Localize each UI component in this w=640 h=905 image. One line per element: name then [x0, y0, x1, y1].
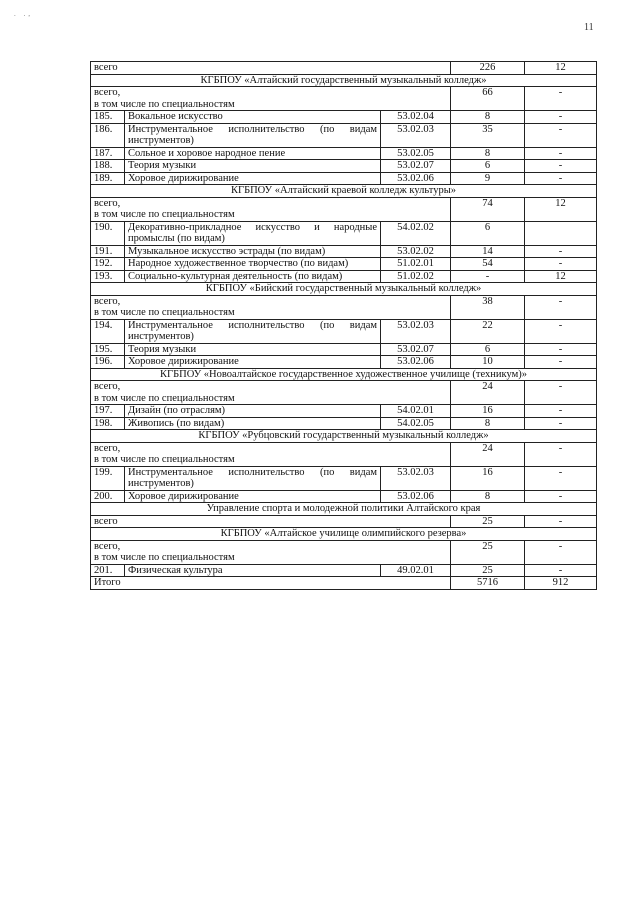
table-row [91, 245, 597, 258]
subtotal-label-line1: всего, [94, 442, 121, 454]
subtotal-row [91, 295, 597, 319]
value-2: - [525, 343, 597, 356]
specialty-name: Инструментальное исполнительство (по видам инструментов) [125, 123, 381, 147]
specialty-code: 51.02.01 [381, 258, 451, 271]
subtotal-label [91, 197, 451, 221]
total-row [91, 577, 597, 590]
subtotal-value-2: - [525, 540, 597, 564]
subtotal-value-1: 25 [451, 540, 525, 564]
value-2: - [525, 160, 597, 173]
subtotal-value-2: - [525, 381, 597, 405]
table-row [91, 111, 597, 124]
row-number: 185. [91, 111, 125, 124]
table-row [91, 343, 597, 356]
subtotal-row [91, 442, 597, 466]
subtotal-value-2: - [525, 295, 597, 319]
subtotal-value-2: 12 [525, 197, 597, 221]
row-number: 189. [91, 172, 125, 185]
subtotal-label-line1: всего, [94, 87, 121, 98]
organization-name: КГБПОУ «Рубцовский государственный музыкальный колледж» [91, 430, 597, 443]
organization-header-row [91, 185, 597, 198]
value-1: 14 [451, 245, 525, 258]
organization-name: КГБПОУ «Новоалтайское государственное художественное училище (техникум)» [91, 368, 597, 381]
value-1: 25 [451, 564, 525, 577]
row-number: 198. [91, 417, 125, 430]
row-number: 188. [91, 160, 125, 173]
table-body [91, 62, 597, 590]
row-number: 192. [91, 258, 125, 271]
organization-name: КГБПОУ «Бийский государственный музыкальный колледж» [91, 283, 597, 296]
table-row [91, 490, 597, 503]
organization-header-row [91, 430, 597, 443]
specialty-name: Народное художественное творчество (по видам) [125, 258, 381, 271]
organization-header-row [91, 283, 597, 296]
row-number: 187. [91, 147, 125, 160]
value-1: 9 [451, 172, 525, 185]
subtotal-label-line2: в том числе по специальностям [94, 209, 235, 220]
organization-header-row [91, 368, 597, 381]
row-number: 200. [91, 490, 125, 503]
total-value-2: 12 [525, 62, 597, 75]
specialty-code: 53.02.03 [381, 123, 451, 147]
specialty-code: 53.02.02 [381, 245, 451, 258]
value-1: 16 [451, 466, 525, 490]
table-row [91, 160, 597, 173]
value-2: - [525, 245, 597, 258]
value-1: 22 [451, 319, 525, 343]
specialty-name: Хоровое дирижирование [125, 490, 381, 503]
specialty-code: 53.02.03 [381, 319, 451, 343]
total-value-2: 912 [525, 577, 597, 590]
table-row [91, 356, 597, 369]
subtotal-label [91, 540, 451, 564]
specialty-name: Живопись (по видам) [125, 417, 381, 430]
organization-header-row [91, 74, 597, 87]
table-row [91, 270, 597, 283]
specialty-name: Физическая культура [125, 564, 381, 577]
value-2: - [525, 490, 597, 503]
value-1: 8 [451, 111, 525, 124]
subtotal-row [91, 197, 597, 221]
value-2: 12 [525, 270, 597, 283]
value-2: - [525, 123, 597, 147]
value-2: - [525, 258, 597, 271]
table-row [91, 258, 597, 271]
table-row [91, 417, 597, 430]
row-number: 201. [91, 564, 125, 577]
specialty-code: 53.02.06 [381, 490, 451, 503]
value-2: - [525, 319, 597, 343]
value-2: - [525, 564, 597, 577]
value-2: - [525, 172, 597, 185]
row-number: 196. [91, 356, 125, 369]
row-number: 195. [91, 343, 125, 356]
table-row [91, 172, 597, 185]
total-row [91, 62, 597, 75]
specialty-name: Декоративно-прикладное искусство и народные промыслы (по видам) [125, 221, 381, 245]
subtotal-row [91, 87, 597, 111]
specialty-code: 54.02.05 [381, 417, 451, 430]
specialty-code: 49.02.01 [381, 564, 451, 577]
organization-name: КГБПОУ «Алтайский государственный музыкальный колледж» [91, 74, 597, 87]
specialty-name: Хоровое дирижирование [125, 356, 381, 369]
organization-name: КГБПОУ «Алтайский краевой колледж культуры» [91, 185, 597, 198]
value-1: 35 [451, 123, 525, 147]
row-number: 193. [91, 270, 125, 283]
specialty-code: 53.02.07 [381, 160, 451, 173]
organization-name: Управление спорта и молодежной политики Алтайского края [91, 503, 597, 516]
subtotal-label-line2: в том числе по специальностям [94, 454, 235, 465]
specialty-code: 53.02.06 [381, 356, 451, 369]
specialty-name: Музыкальное искусство эстрады (по видам) [125, 245, 381, 258]
organization-header-row [91, 528, 597, 541]
table-row [91, 123, 597, 147]
specialty-name: Вокальное искусство [125, 111, 381, 124]
table-row [91, 405, 597, 418]
value-2: - [525, 356, 597, 369]
specialty-name: Социально-культурная деятельность (по видам) [125, 270, 381, 283]
table-row [91, 319, 597, 343]
total-row [91, 515, 597, 528]
subtotal-value-1: 74 [451, 197, 525, 221]
subtotal-label [91, 87, 451, 111]
total-value-1: 25 [451, 515, 525, 528]
admission-table [90, 61, 597, 590]
value-2: - [525, 111, 597, 124]
corner-marks: . ., [14, 10, 33, 18]
subtotal-value-1: 24 [451, 442, 525, 466]
row-number: 199. [91, 466, 125, 490]
subtotal-label [91, 442, 451, 466]
total-value-1: 226 [451, 62, 525, 75]
total-label: всего [91, 515, 451, 528]
subtotal-label-line2: в том числе по специальностям [94, 98, 235, 110]
value-1: 8 [451, 490, 525, 503]
table-row [91, 221, 597, 245]
subtotal-value-2: - [525, 442, 597, 466]
table-row [91, 147, 597, 160]
value-1: 6 [451, 160, 525, 173]
value-2: - [525, 417, 597, 430]
organization-name: КГБПОУ «Алтайское училище олимпийского резерва» [91, 528, 597, 541]
table-row [91, 466, 597, 490]
subtotal-row [91, 540, 597, 564]
subtotal-label-line1: всего, [94, 197, 121, 209]
table-row [91, 564, 597, 577]
specialty-name: Дизайн (по отраслям) [125, 405, 381, 418]
specialty-name: Инструментальное исполнительство (по видам инструментов) [125, 319, 381, 343]
value-1: 16 [451, 405, 525, 418]
subtotal-value-1: 38 [451, 295, 525, 319]
subtotal-label-line1: всего, [94, 295, 121, 307]
subtotal-label [91, 381, 451, 405]
value-1: 6 [451, 221, 525, 245]
total-label: всего [91, 62, 451, 75]
specialty-code: 53.02.07 [381, 343, 451, 356]
row-number: 197. [91, 405, 125, 418]
subtotal-label-line1: всего, [94, 381, 121, 392]
subtotal-label-line1: всего, [94, 540, 121, 552]
total-value-1: 5716 [451, 577, 525, 590]
row-number: 191. [91, 245, 125, 258]
specialty-code: 53.02.06 [381, 172, 451, 185]
value-2 [525, 221, 597, 245]
value-2: - [525, 147, 597, 160]
value-2: - [525, 466, 597, 490]
total-label: Итого [91, 577, 451, 590]
value-1: 10 [451, 356, 525, 369]
specialty-name: Сольное и хоровое народное пение [125, 147, 381, 160]
specialty-name: Хоровое дирижирование [125, 172, 381, 185]
subtotal-label [91, 295, 451, 319]
page-number: 11 [584, 22, 594, 33]
specialty-code: 54.02.02 [381, 221, 451, 245]
specialty-name: Теория музыки [125, 160, 381, 173]
value-2: - [525, 405, 597, 418]
subtotal-value-1: 24 [451, 381, 525, 405]
value-1: 6 [451, 343, 525, 356]
subtotal-row [91, 381, 597, 405]
subtotal-value-2: - [525, 87, 597, 111]
organization-header-row [91, 503, 597, 516]
specialty-code: 53.02.04 [381, 111, 451, 124]
specialty-name: Теория музыки [125, 343, 381, 356]
subtotal-label-line2: в том числе по специальностям [94, 552, 235, 563]
subtotal-value-1: 66 [451, 87, 525, 111]
value-1: - [451, 270, 525, 283]
subtotal-label-line2: в том числе по специальностям [94, 392, 235, 404]
specialty-code: 54.02.01 [381, 405, 451, 418]
specialty-code: 53.02.05 [381, 147, 451, 160]
row-number: 194. [91, 319, 125, 343]
value-1: 8 [451, 147, 525, 160]
specialty-code: 53.02.03 [381, 466, 451, 490]
row-number: 190. [91, 221, 125, 245]
total-value-2: - [525, 515, 597, 528]
value-1: 8 [451, 417, 525, 430]
specialty-name: Инструментальное исполнительство (по видам инструментов) [125, 466, 381, 490]
subtotal-label-line2: в том числе по специальностям [94, 307, 235, 318]
row-number: 186. [91, 123, 125, 147]
specialty-code: 51.02.02 [381, 270, 451, 283]
value-1: 54 [451, 258, 525, 271]
